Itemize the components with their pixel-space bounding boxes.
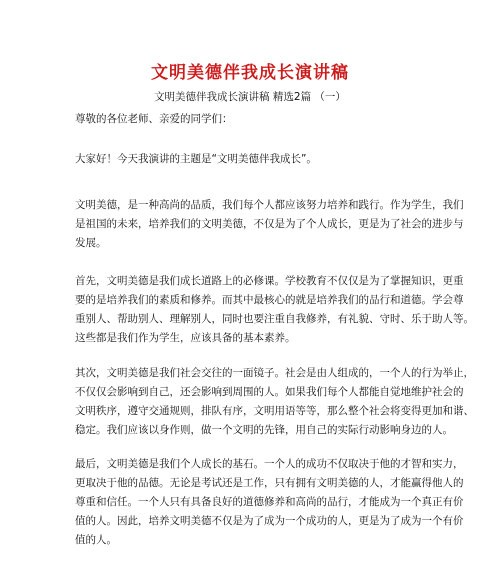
paragraph-line: 文明秩序，遵守交通规则，排队有序，文明用语等等，那么整个社会将变得更加和谐、 xyxy=(75,405,474,417)
paragraph-line: 其次，文明美德是我们社会交往的一面镜子。社会是由人组成的，一个人的行为举止， xyxy=(75,367,474,379)
paragraph-2 xyxy=(75,272,474,348)
paragraph-line: 不仅仅会影响到自己，还会影响到周围的人。如果我们每个人都能自觉地维护社会的 xyxy=(75,386,464,398)
document-title: 文明美德伴我成长演讲稿 xyxy=(151,63,349,83)
paragraph-line: 尊重和信任。一个人只有具备良好的道德修养和高尚的品行，才能成为一个真正有价 xyxy=(75,496,464,508)
paragraph-line: 文明美德，是一种高尚的品质，我们每个人都应该努力培养和践行。作为学生，我们 xyxy=(75,199,464,211)
paragraph-line: 更取决于他的品德。无论是考试还是工作，只有拥有文明美德的人，才能赢得他人的 xyxy=(75,477,464,489)
paragraph-line: 发展。 xyxy=(75,237,107,249)
paragraph-line: 大家好！今天我演讲的主题是“文明美德伴我成长”。 xyxy=(75,153,317,165)
paragraph-4 xyxy=(75,455,464,550)
paragraph-1 xyxy=(75,196,464,253)
paragraph-line: 稳定。我们应该以身作则，做一个文明的先锋，用自己的实际行动影响身边的人。 xyxy=(75,424,453,436)
paragraph-line: 值的人。因此，培养文明美德不仅是为了成为一个成功的人，更是为了成为一个有价 xyxy=(75,515,464,527)
paragraph-line: 值的人。 xyxy=(75,534,117,546)
paragraph-intro xyxy=(75,150,425,169)
paragraph-line: 是祖国的未来，培养我们的文明美德，不仅是为了个人成长，更是为了社会的进步与 xyxy=(75,218,464,230)
paragraph-line: 尊敬的各位老师、亲爱的同学们： xyxy=(75,113,233,125)
paragraph-line: 首先，文明美德是我们成长道路上的必修课。学校教育不仅仅是为了掌握知识，更重 xyxy=(75,275,464,287)
paragraph-line: 重别人、帮助别人、理解别人，同时也要注重自我修养，有礼貌、守时、乐于助人等。 xyxy=(75,313,474,325)
paragraph-3 xyxy=(75,364,474,440)
paragraph-line: 这些都是我们作为学生，应该具备的基本素养。 xyxy=(75,332,296,344)
paragraph-line: 最后，文明美德是我们个人成长的基石。一个人的成功不仅取决于他的才智和实力， xyxy=(75,458,464,470)
paragraph-greeting xyxy=(75,110,425,129)
document-subtitle: 文明美德伴我成长演讲稿 精选2篇 （一） xyxy=(154,91,346,103)
paragraph-line: 要的是培养我们的素质和修养。而其中最核心的就是培养我们的品行和道德。学会尊 xyxy=(75,294,464,306)
